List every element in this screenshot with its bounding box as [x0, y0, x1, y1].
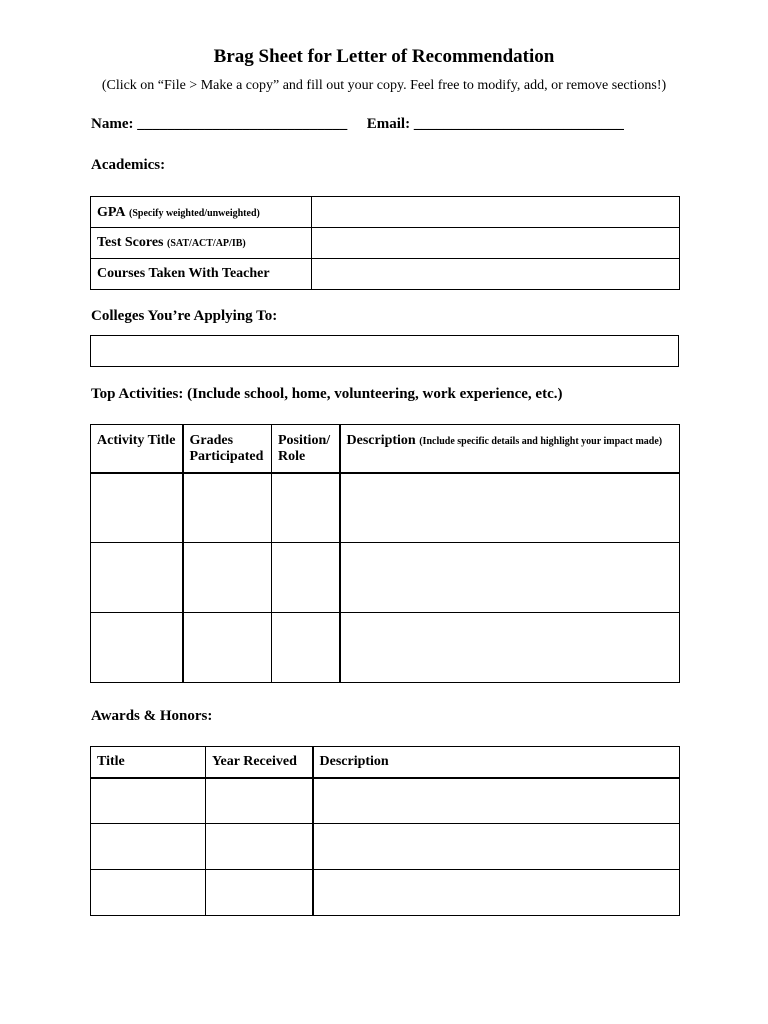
award-title-cell[interactable]	[91, 870, 206, 916]
description-cell[interactable]	[340, 543, 680, 613]
activity-cell[interactable]	[91, 543, 183, 613]
name-label: Name:	[91, 116, 134, 132]
page-subtitle: (Click on “File > Make a copy” and fill out your copy. Feel free to modify, add, or remove sections!)	[101, 78, 667, 93]
activities-table	[90, 424, 680, 683]
award-title-cell[interactable]	[91, 824, 206, 870]
grades-header: Grades Participated	[183, 425, 272, 473]
academics-label-cell	[91, 259, 312, 290]
position-cell[interactable]	[272, 473, 340, 543]
table-row	[91, 228, 680, 259]
activities-heading: Top Activities: (Include school, home, volunteering, work experience, etc.)	[91, 386, 563, 402]
academics-heading: Academics:	[91, 157, 166, 173]
page-title: Brag Sheet for Letter of Recommendation	[213, 46, 555, 67]
academics-table	[90, 196, 680, 290]
award-description-header: Description	[313, 747, 680, 778]
awards-table	[90, 746, 680, 916]
activity-title-header: Activity Title	[91, 425, 183, 473]
table-header-row	[91, 747, 680, 778]
table-row	[91, 197, 680, 228]
gpa-label: GPA	[97, 205, 126, 220]
test-scores-note: (SAT/ACT/AP/IB)	[167, 238, 246, 249]
position-cell[interactable]	[272, 543, 340, 613]
name-field[interactable]: ____________________________	[137, 116, 348, 132]
activity-cell[interactable]	[91, 613, 183, 683]
courses-label: Courses Taken With Teacher	[97, 266, 270, 281]
table-header-row	[91, 425, 680, 473]
description-cell[interactable]	[340, 613, 680, 683]
table-row	[91, 778, 680, 824]
table-row	[91, 824, 680, 870]
email-field[interactable]: ____________________________	[413, 116, 624, 132]
activity-cell[interactable]	[91, 473, 183, 543]
position-cell[interactable]	[272, 613, 340, 683]
academics-label-cell	[91, 197, 312, 228]
contact-fields	[91, 116, 624, 133]
colleges-table	[90, 335, 679, 367]
table-row	[91, 336, 679, 367]
year-cell[interactable]	[206, 778, 313, 824]
year-cell[interactable]	[206, 870, 313, 916]
grades-cell[interactable]	[183, 473, 272, 543]
test-scores-input[interactable]	[312, 228, 680, 259]
colleges-input[interactable]	[91, 336, 679, 367]
awards-heading: Awards & Honors:	[91, 708, 213, 724]
grades-cell[interactable]	[183, 613, 272, 683]
email-label: Email:	[366, 116, 411, 132]
colleges-heading: Colleges You’re Applying To:	[91, 308, 278, 324]
award-title-header: Title	[91, 747, 206, 778]
table-row	[91, 870, 680, 916]
award-title-cell[interactable]	[91, 778, 206, 824]
test-scores-label: Test Scores	[97, 235, 164, 250]
table-row	[91, 613, 680, 683]
award-description-cell[interactable]	[313, 870, 680, 916]
table-row	[91, 473, 680, 543]
gpa-note: (Specify weighted/unweighted)	[129, 208, 260, 219]
academics-label-cell	[91, 228, 312, 259]
table-row	[91, 543, 680, 613]
description-cell[interactable]	[340, 473, 680, 543]
position-header: Position/ Role	[272, 425, 340, 473]
grades-cell[interactable]	[183, 543, 272, 613]
description-header: Description (Include specific details and highlight your impact made)	[340, 425, 680, 473]
year-cell[interactable]	[206, 824, 313, 870]
courses-input[interactable]	[312, 259, 680, 290]
award-description-cell[interactable]	[313, 824, 680, 870]
table-row	[91, 259, 680, 290]
gpa-input[interactable]	[312, 197, 680, 228]
year-received-header: Year Received	[206, 747, 313, 778]
award-description-cell[interactable]	[313, 778, 680, 824]
